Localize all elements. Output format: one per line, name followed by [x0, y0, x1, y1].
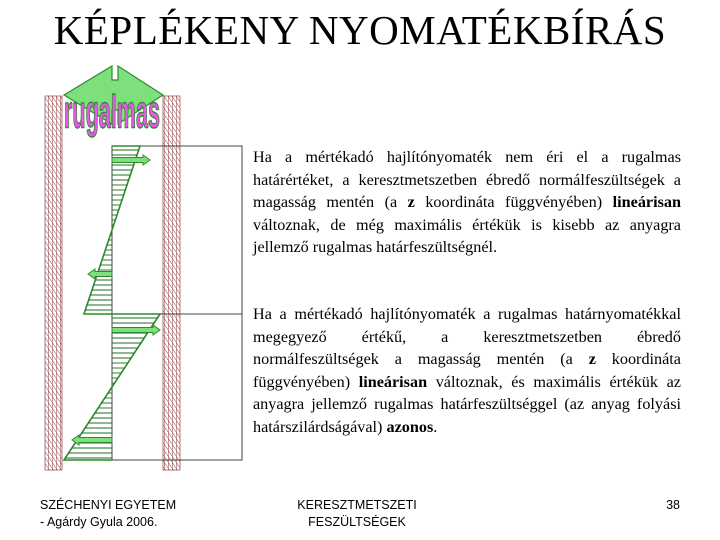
footer-topic-line1: KERESZTMETSZETI	[297, 498, 417, 512]
para1-part1: Ha a mértékadó hajlítónyomaték nem éri el a rugalmas határértéket, a keresztmetszetben ébredő normálfeszültségek a magasság mentén (a	[253, 148, 681, 211]
para2-bold2: azonos	[386, 417, 434, 436]
arrow-bottom-lower	[72, 435, 112, 445]
right-support-hatch	[163, 96, 180, 470]
para2-part1: Ha a mértékadó hajlítónyomaték a rugalmas határnyomatékkal megegyező értékű, a keresztmetszetben ébredő normálfeszültségek a magasság mentén (a	[253, 305, 681, 368]
footer-topic-line2: FESZÜLTSÉGEK	[308, 515, 406, 529]
left-support-hatch	[45, 96, 62, 470]
para1-z: z	[407, 193, 415, 211]
arrow-top-upper	[112, 155, 150, 165]
elastic-label: rugalmas	[63, 86, 160, 139]
para2-part2: koordináta függvényében)	[253, 350, 681, 391]
arrow-top-lower	[88, 269, 112, 279]
para2-bold1: lineárisan	[358, 372, 428, 391]
para2-z: z	[588, 350, 596, 368]
page-number: 38	[666, 498, 680, 512]
footer-institution-line2: - Agárdy Gyula 2006.	[40, 515, 158, 529]
para1-part2: koordináta függvényében)	[414, 193, 613, 211]
para2-part3: változnak, és maximális értékük az anyagra jellemző rugalmas határfeszültséggel (az anyag folyási határszilárdságával)	[253, 372, 681, 436]
para2-part4: .	[433, 417, 438, 436]
paragraph-elastic-at-limit	[253, 303, 681, 438]
para1-bold: lineárisan	[612, 193, 682, 211]
footer-topic	[282, 497, 432, 531]
footer-institution-line1: SZÉCHENYI EGYETEM	[40, 498, 177, 512]
paragraph-elastic-below-limit	[253, 146, 681, 259]
slide-title: KÉPLÉKENY NYOMATÉKBÍRÁS	[53, 7, 667, 53]
para1-part3: változnak, de még maximális értékük is kisebb az anyagra jellemző rugalmas határfeszültségnél.	[253, 215, 681, 256]
arrow-bottom-upper	[112, 325, 160, 335]
stress-arrows	[72, 155, 160, 445]
footer-institution	[40, 497, 176, 531]
